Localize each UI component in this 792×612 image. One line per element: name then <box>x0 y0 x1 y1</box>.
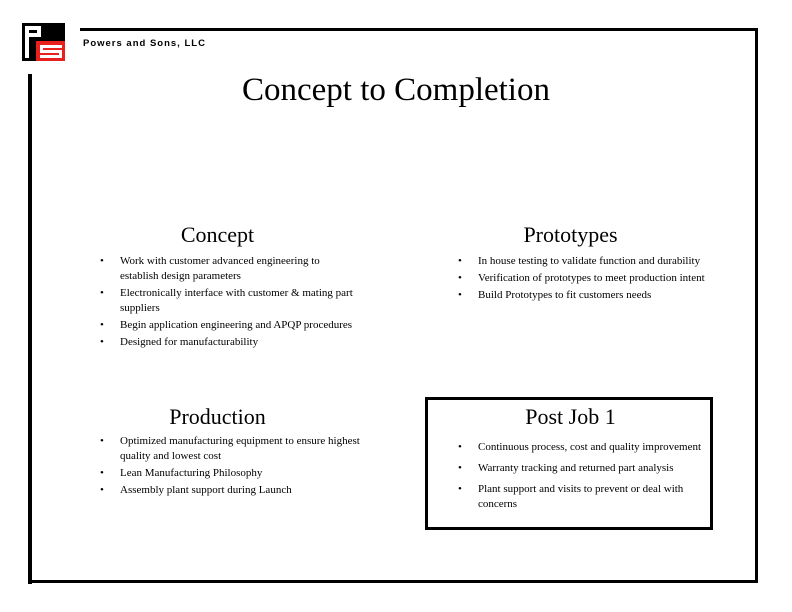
concept-list <box>100 254 360 350</box>
frame-right-rule <box>755 28 758 583</box>
list-item-text: Electronically interface with customer & mating part suppliers <box>120 287 353 314</box>
list-item-text: Verification of prototypes to meet production intent <box>478 272 705 284</box>
company-name: Powers and Sons, LLC <box>83 38 206 49</box>
list-item-text: Designed for manufacturability <box>120 336 259 348</box>
list-item <box>458 288 708 303</box>
list-item <box>458 461 708 476</box>
concept-heading: Concept <box>180 222 255 247</box>
bullet-icon: • <box>458 462 462 474</box>
bullet-icon: • <box>458 272 462 284</box>
list-item-text: Begin application engineering and APQP procedures <box>120 319 353 331</box>
frame-top-rule <box>80 28 758 31</box>
list-item <box>100 318 360 333</box>
list-item-text: Plant support and visits to prevent or deal with concerns <box>478 483 684 510</box>
frame-bottom-rule <box>28 580 758 583</box>
bullet-icon: • <box>458 255 462 267</box>
list-item <box>458 271 708 286</box>
bullet-icon: • <box>458 289 462 301</box>
list-item <box>100 466 360 481</box>
production-heading: Production <box>169 404 266 429</box>
bullet-icon: • <box>100 319 104 331</box>
bullet-icon: • <box>100 287 104 299</box>
postjob-heading: Post Job 1 <box>525 404 616 429</box>
list-item-text: Optimized manufacturing equipment to ensure highest quality and lowest cost <box>120 435 360 462</box>
bullet-icon: • <box>458 483 462 495</box>
bullet-icon: • <box>100 255 104 267</box>
list-item <box>458 440 708 455</box>
list-item <box>100 335 360 350</box>
slide-title: Concept to Completion <box>242 72 550 108</box>
bullet-icon: • <box>100 467 104 479</box>
postjob-list <box>458 440 708 512</box>
concept-section <box>100 222 360 352</box>
list-item-text: Work with customer advanced engineering to establish design parameters <box>120 255 320 282</box>
bullet-icon: • <box>100 484 104 496</box>
list-item <box>100 483 360 498</box>
prototypes-list <box>458 254 708 303</box>
list-item <box>458 482 708 512</box>
list-item-text: Build Prototypes to fit customers needs <box>478 289 652 301</box>
production-section <box>100 404 360 500</box>
prototypes-heading: Prototypes <box>523 222 618 247</box>
postjob-section <box>458 404 708 518</box>
bullet-icon: • <box>458 441 462 453</box>
list-item <box>100 434 360 464</box>
list-item-text: Lean Manufacturing Philosophy <box>120 467 263 479</box>
production-list <box>100 434 360 498</box>
list-item-text: In house testing to validate function and durability <box>478 255 701 267</box>
list-item-text: Assembly plant support during Launch <box>120 484 292 496</box>
ps-logo-icon <box>22 23 65 61</box>
bullet-icon: • <box>100 435 104 447</box>
list-item <box>100 286 360 316</box>
list-item <box>458 254 708 269</box>
list-item-text: Continuous process, cost and quality improvement <box>478 441 702 453</box>
list-item <box>100 254 360 284</box>
frame-left-rule <box>28 74 32 584</box>
bullet-icon: • <box>100 336 104 348</box>
prototypes-section <box>458 222 708 305</box>
list-item-text: Warranty tracking and returned part analysis <box>478 462 674 474</box>
